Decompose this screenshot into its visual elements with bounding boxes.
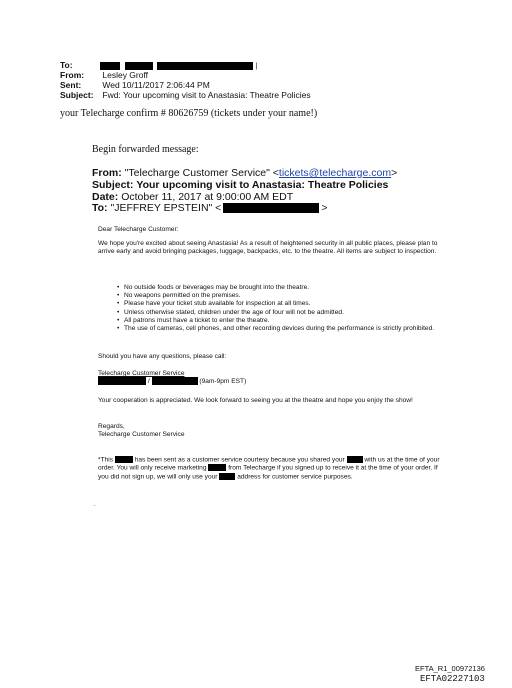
footer-text: address for customer service purposes. — [237, 473, 353, 481]
service-hours: (9am-9pm EST) — [199, 377, 247, 385]
bates-number-primary: EFTA_R1_00972136 — [415, 664, 485, 673]
footer-text: *This — [98, 456, 114, 464]
list-item: • No outside foods or beverages may be brought into the theatre. — [118, 284, 448, 292]
phone-separator: / — [147, 377, 150, 385]
list-item: • All patrons must have a ticket to enter the theatre. — [118, 317, 448, 325]
footer-text: has been sent as a customer service courtesy because you shared your — [134, 456, 345, 464]
redaction-block — [347, 456, 363, 463]
list-item: • Unless otherwise stated, children under the age of four will not be admitted. — [118, 309, 448, 317]
forward-subject-value: Your upcoming visit to Anastasia: Theatre Policies — [136, 179, 389, 191]
redaction-block — [98, 377, 146, 385]
redaction-block — [100, 62, 120, 70]
forward-to-close: > — [321, 202, 328, 214]
forward-from-close: > — [391, 167, 398, 179]
stray-mark: . — [94, 502, 96, 508]
redaction-block — [219, 473, 235, 480]
redaction-block — [152, 377, 198, 385]
header-sent-value: Wed 10/11/2017 2:06:44 PM — [102, 80, 210, 90]
list-item: • Please have your ticket stub available for inspection at all times. — [118, 300, 448, 308]
footer-text: from Telecharge if you signed up to receive it at the time of your order. If you did not sign up, we will only use your — [98, 464, 438, 481]
redaction-block — [208, 464, 226, 471]
policy-list — [118, 284, 448, 333]
service-name-link[interactable]: Telecharge Customer Service — [98, 370, 185, 377]
bates-number-secondary: EFTA02227103 — [420, 674, 485, 684]
list-item: • The use of cameras, cell phones, and other recording devices during the performance is strictly prohibited. — [118, 325, 448, 333]
forwarded-intro: Begin forwarded message: — [92, 144, 199, 155]
header-sent-label: Sent: — [60, 80, 82, 90]
header-subject-value: Fwd: Your upcoming visit to Anastasia: Theatre Policies — [102, 90, 311, 100]
header-from-row — [60, 70, 148, 80]
footer-disclaimer — [98, 456, 448, 481]
forward-subject-label: Subject: — [92, 179, 134, 191]
header-subject-label: Subject: — [60, 90, 94, 100]
questions-text: Should you have any questions, please call: — [98, 353, 227, 360]
forward-to-row — [92, 202, 327, 214]
email-intro: We hope you're excited about seeing Anastasia! As a result of heightened security in all public places, please plan to arrive early and avoid bringing packages, luggage, backpacks, etc. to the theatre. All items are subject to inspection. — [98, 240, 438, 256]
redaction-block — [223, 203, 319, 213]
redaction-bracket: | — [255, 63, 258, 70]
phone-row — [98, 377, 448, 386]
confirmation-note: your Telecharge confirm # 80626759 (tickets under your name!) — [60, 108, 318, 119]
forward-subject-row — [92, 179, 388, 191]
forward-date-label: Date: — [92, 191, 119, 203]
regards-text: Regards, — [98, 423, 125, 430]
forward-to-name: "JEFFREY EPSTEIN" < — [110, 202, 222, 214]
forward-from-name: "Telecharge Customer Service" < — [124, 167, 279, 179]
header-subject-row — [60, 90, 311, 100]
header-from-value: Lesley Groff — [102, 70, 149, 80]
redaction-block — [125, 62, 153, 70]
signature-text: Telecharge Customer Service — [98, 431, 185, 438]
forward-from-row — [92, 167, 397, 179]
header-from-label: From: — [60, 70, 85, 80]
forward-from-label: From: — [92, 167, 122, 179]
closing-text: Your cooperation is appreciated. We look forward to seeing you at the theatre and hope you enjoy the show! — [98, 397, 413, 404]
redaction-block — [157, 62, 253, 70]
footer-text: with us at the time of your order. You will only receive marketing — [98, 456, 440, 472]
redaction-block — [115, 456, 133, 463]
header-sent-row — [60, 80, 210, 90]
header-to-label: To: — [60, 60, 73, 70]
forward-to-label: To: — [92, 202, 108, 214]
forward-date-value: October 11, 2017 at 9:00:00 AM EDT — [121, 191, 294, 203]
email-greeting: Dear Telecharge Customer: — [98, 226, 179, 233]
sender-email-link[interactable]: tickets@telecharge.com — [278, 167, 392, 179]
list-item: • No weapons permitted on the premises. — [118, 292, 448, 300]
